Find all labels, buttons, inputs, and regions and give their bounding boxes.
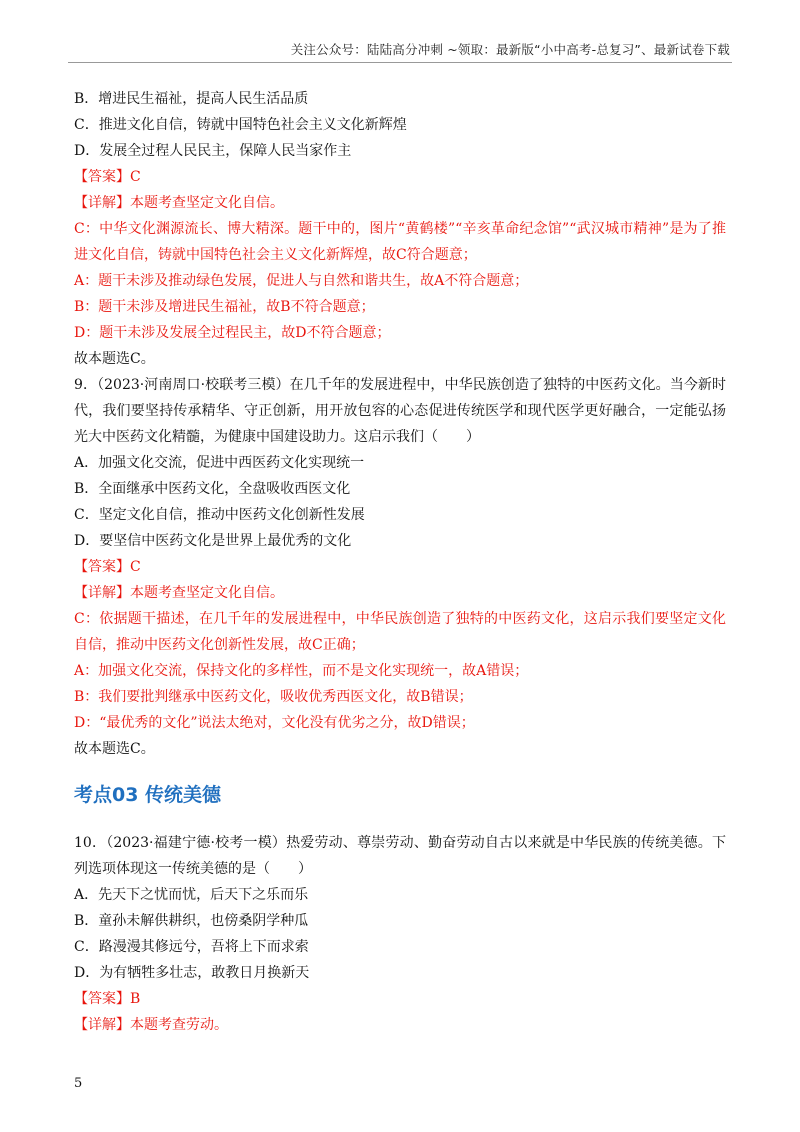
q8-detail: 【详解】本题考查坚定文化自信。 xyxy=(74,195,284,211)
q9-option-b: B．全面继承中医药文化，全盘吸收西医文化 xyxy=(74,481,351,497)
q9-answer: 【答案】C xyxy=(74,559,141,575)
page-header: 关注公众号：陆陆高分冲刺 ~领取：最新版“小中高考-总复习”、最新试卷下载 xyxy=(290,42,730,57)
q10-detail: 【详解】本题考查劳动。 xyxy=(74,1017,228,1033)
page-number: 5 xyxy=(74,1076,83,1091)
question-8 xyxy=(74,86,726,372)
q8-explanation-b: B：题干未涉及增进民生福祉，故B不符合题意； xyxy=(74,299,375,315)
section-heading: 考点03 传统美德 xyxy=(74,784,222,806)
q10-option-d: D．为有牺牲多壮志，敢教日月换新天 xyxy=(74,965,310,981)
q9-explanation-a: A：加强文化交流，保持文化的多样性，而不是文化实现统一，故A错误； xyxy=(74,663,529,679)
q9-detail: 【详解】本题考查坚定文化自信。 xyxy=(74,585,284,601)
q8-conclusion: 故本题选C。 xyxy=(74,351,155,367)
q9-explanation-b: B：我们要批判继承中医药文化，吸收优秀西医文化，故B错误； xyxy=(74,689,473,705)
q9-option-d: D．要坚信中医药文化是世界上最优秀的文化 xyxy=(74,533,352,549)
q8-answer: 【答案】C xyxy=(74,169,141,185)
q8-explanation-a: A：题干未涉及推动绿色发展，促进人与自然和谐共生，故A不符合题意； xyxy=(74,273,529,289)
q10-answer: 【答案】B xyxy=(74,991,141,1007)
q8-option-d: D．发展全过程人民民主，保障人民当家作主 xyxy=(74,143,352,159)
q8-explanation-c: C：中华文化渊源流长、博大精深。题干中的，图片“黄鹤楼”“辛亥革命纪念馆”“武汉城市精神”是为了推进文化自信，铸就中国特色社会主义文化新辉煌，故C符合题意； xyxy=(74,221,726,263)
q9-explanation-c: C：依据题干描述，在几千年的发展进程中，中华民族创造了独特的中医药文化，这启示我们要坚定文化自信，推动中医药文化创新性发展，故C正确； xyxy=(74,611,726,653)
q10-stem: 10．（2023·福建宁德·校考一模）热爱劳动、尊崇劳动、勤奋劳动自古以来就是中华民族的传统美德。下列选项体现这一传统美德的是（ ） xyxy=(74,835,726,877)
q9-explanation-d: D：“最优秀的文化”说法太绝对，文化没有优劣之分，故D错误； xyxy=(74,715,475,731)
q10-option-a: A．先天下之忧而忧，后天下之乐而乐 xyxy=(74,887,309,903)
q10-option-c: C．路漫漫其修远兮，吾将上下而求索 xyxy=(74,939,309,955)
q9-conclusion: 故本题选C。 xyxy=(74,741,155,757)
q10-option-b: B．童孙未解供耕织，也傍桑阴学种瓜 xyxy=(74,913,309,929)
question-10 xyxy=(74,830,726,1038)
header-rule xyxy=(68,62,732,63)
q8-explanation-d: D：题干未涉及发展全过程民主，故D不符合题意； xyxy=(74,325,391,341)
q9-option-a: A．加强文化交流，促进中西医药文化实现统一 xyxy=(74,455,365,471)
q9-stem: 9．（2023·河南周口·校联考三模）在几千年的发展进程中，中华民族创造了独特的中医药文化。当今新时代，我们要坚持传承精华、守正创新，用开放包容的心态促进传统医学和现代医学更好融合，一定能弘扬光大中医药文化精髓，为健康中国建设助力。这启示我们（ ） xyxy=(74,377,726,445)
q8-option-c: C．推进文化自信，铸就中国特色社会主义文化新辉煌 xyxy=(74,117,407,133)
q9-option-c: C．坚定文化自信，推动中医药文化创新性发展 xyxy=(74,507,365,523)
page-content xyxy=(74,86,726,1038)
question-9 xyxy=(74,372,726,762)
q8-option-b: B．增进民生福祉，提高人民生活品质 xyxy=(74,91,309,107)
